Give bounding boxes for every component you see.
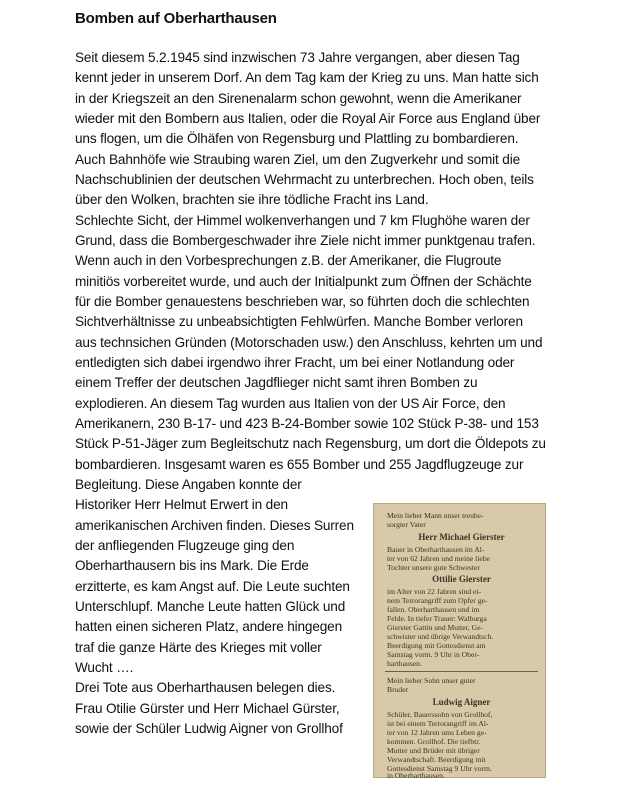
clipping-line: harthausen. — [387, 659, 422, 668]
clipping-line: Schüler, Bauerssohn von Grollhof, — [387, 710, 493, 719]
clipping-line: Mein lieber Sohn unser guter — [387, 676, 476, 685]
clipping-line: Beerdigung mit Gottesdienst am — [387, 641, 486, 650]
text-line: Wenn auch in den Vorbesprechungen z.B. der Amerikaner, die Flugroute — [75, 253, 502, 268]
clipping-line: Bruder — [387, 685, 409, 694]
text-line: minitiös vorbereitet wurde, und auch der Initialpunkt zum Öffnen der Schächte — [75, 274, 532, 289]
clipping-line: Felde. In tiefer Trauer: Walburga — [387, 614, 487, 623]
clipping-line: Tochter unsere gute Schwester — [387, 563, 480, 572]
clipping-line: nem Terrorangriff zum Opfer ge- — [387, 596, 488, 605]
text-line: Sichtverhältnisse zu unbeabsichtigten Fehlwürfen. Manche Bomber verloren — [75, 314, 523, 329]
text-line: Historiker Herr Helmut Erwert in den — [75, 497, 288, 512]
clipping-line: ter von 12 Jahren ums Leben ge- — [387, 728, 487, 737]
clipping-line: Verwandtschaft. Beerdigung mit — [387, 755, 486, 764]
text-line: Amerikanern, 230 B-17- und 423 B-24-Bomber sowie 102 Stück P-38- und 153 — [75, 416, 539, 431]
text-line: Stück P-51-Jäger zum Begleitschutz nach Regensburg, um dort die Öldepots zu — [75, 436, 546, 451]
clipping-line: fallen. Oberharthausen und im — [387, 605, 480, 614]
clipping-line: im Alter von 22 Jahren sind ei- — [387, 587, 482, 596]
page-title: Bomben auf Oberharthausen — [75, 10, 277, 27]
text-line: Drei Tote aus Oberharthausen belegen dies. — [75, 680, 336, 695]
clipping-line: schwister und übrige Verwandtsch. — [387, 632, 494, 641]
text-line: sowie der Schüler Ludwig Aigner von Grollhof — [75, 721, 343, 736]
text-line: für die Bomber genauestens beschrieben war, so führten doch die schlechten — [75, 294, 530, 309]
clipping-line: in Oberharthausen. — [387, 771, 445, 778]
newspaper-clipping — [373, 503, 546, 778]
text-line: Unterschlupf. Manche Leute hatten Glück und — [75, 599, 346, 614]
text-line: explodieren. An diesem Tag wurden aus Italien von der US Air Force, den — [75, 396, 506, 411]
text-line: erzitterte, es kam Angst auf. Die Leute suchten — [75, 579, 350, 594]
text-line: Schlechte Sicht, der Himmel wolkenverhangen und 7 km Flughöhe waren der — [75, 213, 530, 228]
text-line: bombardieren. Insgesamt waren es 655 Bomber und 255 Jagdflugzeuge zur — [75, 457, 524, 472]
text-line: kennt jeder in unserem Dorf. An dem Tag kam der Krieg zu uns. Man hatte sich — [75, 70, 539, 85]
text-line: traf die ganze Härte des Krieges mit voller — [75, 640, 322, 655]
clipping-line: Mutter und Brüder mit übriger — [387, 746, 480, 755]
text-line: einem Treffer der deutschen Jagdflieger nicht samt ihren Bomben zu — [75, 375, 478, 390]
text-line: Oberharthausern bis ins Mark. Die Erde — [75, 558, 309, 573]
text-line: amerikanischen Archiven finden. Dieses Surren — [75, 518, 354, 533]
clipping-name: Ottilie Gierster — [432, 575, 491, 584]
text-line: uns flogen, um die Ölhäfen von Regensburg und Plattling zu bombardieren. — [75, 131, 519, 146]
text-line: der anfliegenden Flugzeuge ging den — [75, 538, 295, 553]
clipping-name: Ludwig Aigner — [432, 698, 491, 707]
text-line: Nachschublinien der deutschen Wehrmacht zu unterbrechen. Hoch oben, teils — [75, 172, 534, 187]
clipping-line: kommen. Grollhof. Die tiefbtr. — [387, 737, 481, 746]
clipping-line: Samstag vorm. 9 Uhr in Ober- — [387, 650, 480, 659]
text-line: über den Wolken, brachten sie ihre tödliche Fracht ins Land. — [75, 192, 429, 207]
text-line: Grund, dass die Bombergeschwader ihre Ziele nicht immer punktgenau trafen. — [75, 233, 536, 248]
text-line: Wucht …. — [75, 660, 134, 675]
text-line: Begleitung. Diese Angaben konnte der — [75, 477, 302, 492]
clipping-line: Bauer in Oberharthausen im Al- — [387, 545, 485, 554]
clipping-name: Herr Michael Gierster — [418, 533, 505, 542]
text-line: aus technsichen Gründen (Motorschaden usw.) den Anschluss, kehrten um und — [75, 335, 543, 350]
text-line: in der Kriegszeit an den Sirenenalarm schon gewohnt, wenn die Amerikaner — [75, 91, 522, 106]
text-line: entledigten sich dabei irgendwo ihrer Fracht, um bei einer Notlandung oder — [75, 355, 515, 370]
clipping-line: Gierster Gattin und Mutter, Ge- — [387, 623, 484, 632]
text-line: Frau Otilie Gürster und Herr Michael Gürster, — [75, 701, 340, 716]
clipping-line: Mein lieber Mann unser treube- — [387, 511, 484, 520]
text-line: Auch Bahnhöfe wie Straubing waren Ziel, um den Zugverkehr und somit die — [75, 152, 520, 167]
text-line: wieder mit den Bombern aus Italien, oder die Royal Air Force aus England über — [75, 111, 541, 126]
clipping-line: Gottesdienst Samstag 9 Uhr vorm. — [387, 764, 492, 773]
clipping-line: sorgter Vater — [387, 520, 426, 529]
clipping-line: ist bei einem Terrorangriff im Al- — [387, 719, 489, 728]
clipping-line: ter von 62 Jahren und meine liebe — [387, 554, 490, 563]
text-line: Seit diesem 5.2.1945 sind inzwischen 73 Jahre vergangen, aber diesen Tag — [75, 50, 520, 65]
clipping-divider — [385, 671, 538, 672]
text-line: hatten einen sicheren Platz, andere hingegen — [75, 619, 342, 634]
